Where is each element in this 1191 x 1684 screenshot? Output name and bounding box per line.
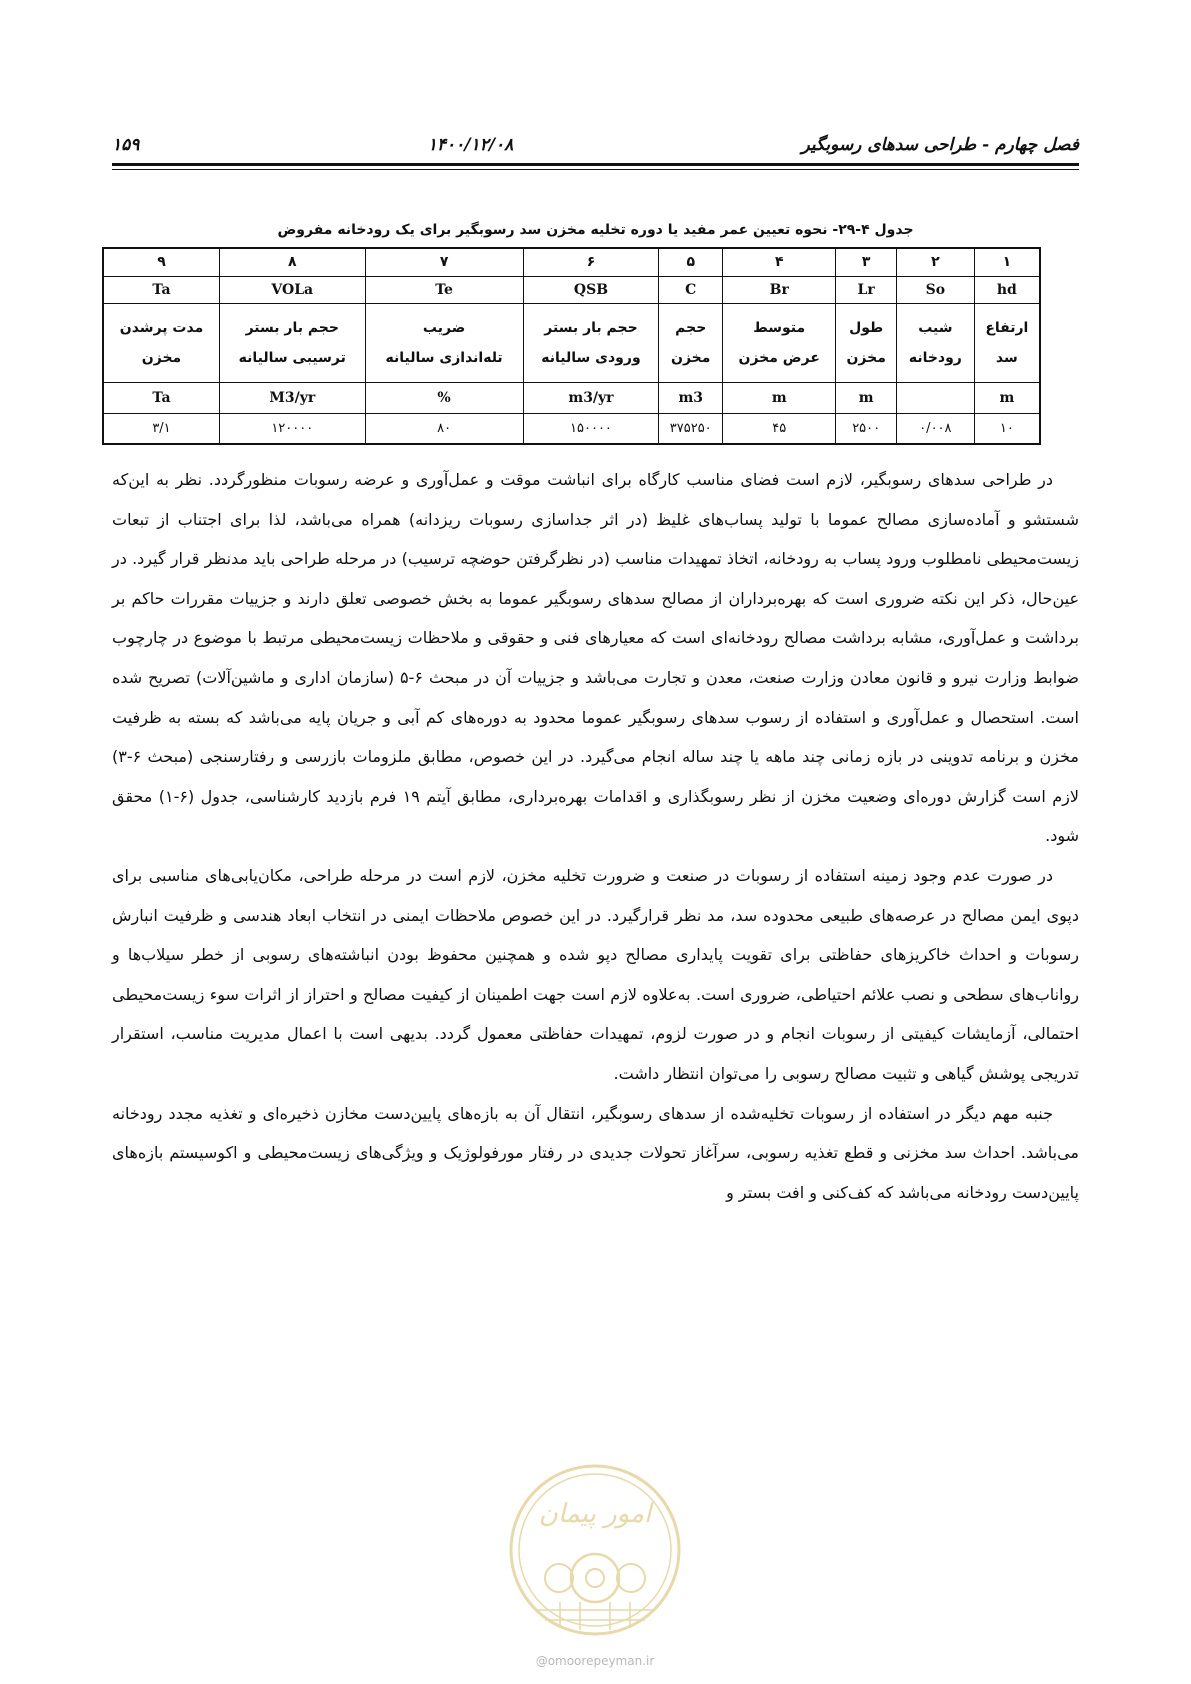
table-cell: ۲ <box>897 248 975 276</box>
table-cell: ۱۲۰۰۰۰ <box>220 414 366 444</box>
chapter-title: فصل چهارم - طراحی سدهای رسوبگیر <box>801 135 1079 155</box>
table-cell: ۰/۰۰۸ <box>897 414 975 444</box>
data-table <box>102 247 1041 445</box>
desc-line-1: حجم بار بستر <box>245 319 339 336</box>
desc-line-2: سد <box>995 349 1018 366</box>
table-cell: C <box>659 276 723 304</box>
table-cell: m <box>836 382 897 414</box>
table-cell <box>103 304 220 383</box>
table-row-units <box>103 382 1040 414</box>
table-cell: ۸۰ <box>365 414 523 444</box>
page-date: ۱۴۰۰/۱۲/۰۸ <box>427 135 514 155</box>
table-cell: Br <box>723 276 836 304</box>
table-cell: ۴ <box>723 248 836 276</box>
table-cell: m3 <box>659 382 723 414</box>
desc-line-2: مخزن <box>846 349 886 366</box>
table-cell: QSB <box>523 276 659 304</box>
table-cell: Ta <box>103 382 220 414</box>
table-cell <box>974 304 1040 383</box>
table-cell: hd <box>974 276 1040 304</box>
table-cell: m3/yr <box>523 382 659 414</box>
table-cell: ۳/۱ <box>103 414 220 444</box>
desc-line-1: حجم <box>675 319 707 336</box>
desc-line-1: ضریب <box>422 319 466 336</box>
table-cell: Te <box>365 276 523 304</box>
table-cell: ۶ <box>523 248 659 276</box>
table-cell: ۱۵۰۰۰۰ <box>523 414 659 444</box>
paragraph: در طراحی سدهای رسوبگیر، لازم است فضای مناسب کارگاه برای انباشت موقت و عمل‌آوری و عرضه رسوبات منظورگردد. نظر به این‌که شستشو و آماده‌سازی مصالح عموما با تولید پساب‌های غلیظ (در اثر جداسازی رسوبات ریزدانه) همراه می‌باشد، لذا برای اجتناب از تبعات زیست‌محیطی نامطلوب ورود پساب به رودخانه، اتخاذ تمهیدات مناسب (در نظرگرفتن حوضچه ترسیب) در مرحله طراحی باید مدنظر قرار گیرد. در عین‌حال، ذکر این نکته ضروری است که بهره‌برداران از مصالح سدهای رسوبگیر عموما به بخش خصوصی تعلق دارند و جزییات مقررات حاکم بر برداشت و عمل‌آوری، مشابه برداشت مصالح رودخانه‌ای است که معیارهای فنی و حقوقی و ملاحظات زیست‌محیطی مرتبط با موضوع در چارچوب ضوابط وزارت نیرو و قانون معادن وزارت صنعت، معدن و تجارت می‌باشد و جزییات آن در مبحث ۶-۵ (سازمان اداری و ماشین‌آلات) تصریح شده است. استحصال و عمل‌آوری و استفاده از رسوب سدهای رسوبگیر عموما محدود به دوره‌های کم آبی و جریان پایه می‌باشد که بسته به ظرفیت مخزن و برنامه تدوینی در بازه زمانی چند ماهه یا چند ساله انجام می‌گیرد. در این خصوص، مطابق ملزومات بازرسی و رفتارسنجی (مبحث ۶-۳) لازم است گزارش دوره‌ای وضعیت مخزن از نظر رسوبگذاری و اقدامات بهره‌برداری، مطابق آیتم ۱۹ فرم بازدید کارشناسی، جدول (۶-۱) محقق شود. <box>112 470 1080 846</box>
header-rule-thick <box>112 163 1079 166</box>
table-caption: جدول ۴-۲۹- نحوه تعیین عمر مفید یا دوره تخلیه مخزن سد رسوبگیر برای یک رودخانه مفروض <box>277 222 914 238</box>
desc-line-1: طول <box>849 319 884 336</box>
table-cell: ۵ <box>659 248 723 276</box>
table-cell <box>523 304 659 383</box>
desc-line-2: ورودی سالیانه <box>541 349 641 366</box>
table-row-values <box>103 414 1040 444</box>
desc-line-2: مخزن <box>141 349 182 366</box>
watermark-logo-text: امور پیمان <box>538 1499 652 1529</box>
table-cell: ۳۷۵۲۵۰ <box>659 414 723 444</box>
desc-line-1: شیب <box>918 319 953 336</box>
header-rule-thin <box>112 169 1079 170</box>
table-cell: ۹ <box>103 248 220 276</box>
page-header <box>112 128 1079 162</box>
table-cell: So <box>897 276 975 304</box>
table-row-numbers <box>103 248 1040 276</box>
table-cell <box>659 304 723 383</box>
table-cell: Lr <box>836 276 897 304</box>
table-row-descriptions <box>103 304 1040 383</box>
table-cell <box>897 382 975 414</box>
desc-line-2: مخزن <box>671 349 711 366</box>
desc-line-2: ترسیبی سالیانه <box>238 349 346 366</box>
table-cell: ۲۵۰۰ <box>836 414 897 444</box>
table-cell: ۸ <box>220 248 366 276</box>
table-cell <box>723 304 836 383</box>
table-cell: m <box>974 382 1040 414</box>
page-number: ۱۵۹ <box>112 135 140 155</box>
table-cell <box>897 304 975 383</box>
desc-line-2: تله‌اندازی سالیانه <box>385 349 503 366</box>
desc-line-1: حجم بار بستر <box>544 319 638 336</box>
table-cell <box>365 304 523 383</box>
table-cell: Ta <box>103 276 220 304</box>
desc-line-1: مدت پرشدن <box>119 319 204 336</box>
body-text <box>112 460 1079 1212</box>
paragraph: در صورت عدم وجود زمینه استفاده از رسوبات در صنعت و ضرورت تخلیه مخزن، لازم است در مرحله طراحی، مکان‌یابی‌های مناسبی برای دپوی ایمن مصالح در عرصه‌های طبیعی محدوده سد، مد نظر قرارگیرد. در این خصوص ملاحظات ایمنی در انتخاب ابعاد هندسی و ظرفیت انبارش رسوبات و احداث خاکریزهای حفاظتی برای تقویت پایداری مصالح دپو شده و همچنین محفوظ بودن انباشته‌های رسوبی از خطر سیلاب‌ها و رواناب‌های سطحی و نصب علائم احتیاطی، ضروری است. به‌علاوه لازم است جهت اطمینان از کیفیت مصالح و احتراز از اثرات سوء زیست‌محیطی احتمالی، آزمایشات کیفیتی از رسوبات انجام و در صورت لزوم، تمهیدات حفاظتی معمول گردد. بدیهی است با اعمال مدیریت مناسب، استقرار تدریجی پوشش گیاهی و تثبیت مصالح رسوبی را می‌توان انتظار داشت. <box>112 865 1079 1083</box>
desc-line-2: رودخانه <box>908 349 962 366</box>
desc-line-1: متوسط <box>753 319 806 336</box>
table-cell: % <box>365 382 523 414</box>
watermark-seal-icon <box>505 1460 685 1640</box>
watermark-url: @omoorepeyman.ir <box>535 1654 655 1668</box>
table-cell <box>836 304 897 383</box>
desc-line-2: عرض مخزن <box>738 349 820 366</box>
table-cell: ۳ <box>836 248 897 276</box>
table-cell: ۱ <box>974 248 1040 276</box>
table-cell: M3/yr <box>220 382 366 414</box>
paragraph: جنبه مهم دیگر در استفاده از رسوبات تخلیه‌شده از سدهای رسوبگیر، انتقال آن به بازه‌های پایین‌دست مخازن ذخیره‌ای و تغذیه مجدد رودخانه می‌باشد. احداث سد مخزنی و قطع تغذیه رسوبی، سرآغاز تحولات جدیدی در رفتار مورفولوژیک و ویژگی‌های زیست‌محیطی و اکوسیستم بازه‌های پایین‌دست رودخانه می‌باشد که کف‌کنی و افت بستر و <box>112 1103 1079 1202</box>
table-row-symbols <box>103 276 1040 304</box>
desc-line-1: ارتفاع <box>985 319 1029 336</box>
table-cell: m <box>723 382 836 414</box>
table-cell: VOLa <box>220 276 366 304</box>
table-cell: ۱۰ <box>974 414 1040 444</box>
table-cell: ۷ <box>365 248 523 276</box>
table-cell <box>220 304 366 383</box>
table-cell: ۴۵ <box>723 414 836 444</box>
